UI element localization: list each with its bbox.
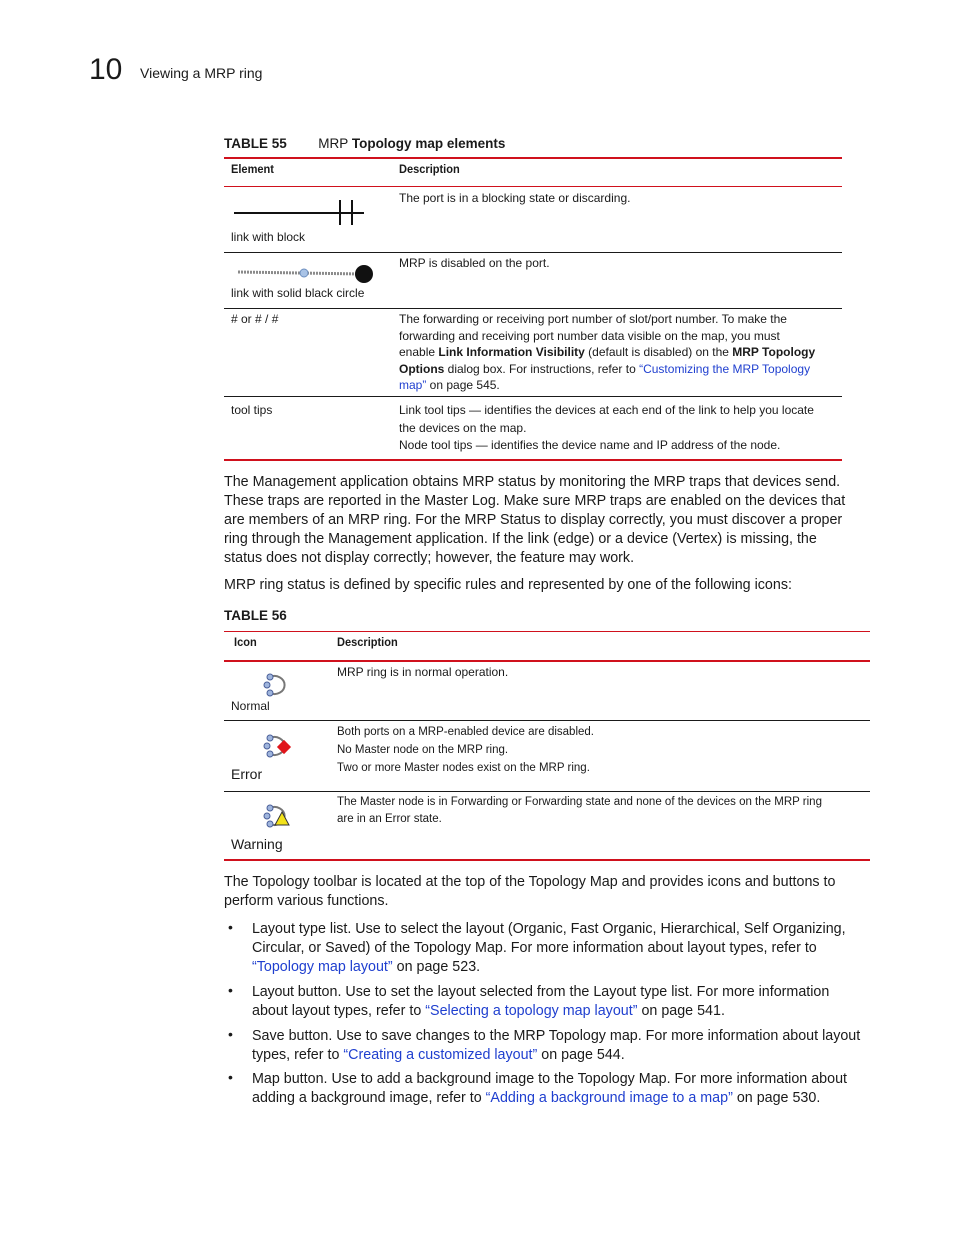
ui-term: MRP Topology: [732, 345, 816, 359]
text: button. Use to set the layout selected from the Layout type list. For more information: [293, 984, 830, 1000]
body-paragraph: MRP ring status is defined by specific rules and represented by one of the following icons:: [224, 577, 792, 593]
table55-header-element: Element: [231, 162, 274, 176]
table56-row-divider: [224, 720, 870, 721]
description-line: Node tool tips — identifies the device name and IP address of the node.: [399, 438, 781, 452]
bullet-item-map-button: [252, 1070, 877, 1108]
cross-reference-link[interactable]: “Selecting a topology map layout”: [425, 1003, 638, 1019]
table55-row1-description: The port is in a blocking state or discarding.: [399, 191, 631, 205]
bullet-line: [252, 1002, 877, 1021]
bullet-icon: •: [228, 982, 233, 998]
bullet-item-layout-button: [252, 983, 877, 1021]
table56-icon-label-error: Error: [231, 766, 263, 782]
table55-header-rule: [224, 186, 842, 187]
table56-header-icon: Icon: [234, 635, 257, 649]
ui-term: Layout: [252, 984, 294, 1000]
description-line: Two or more Master nodes exist on the MRP ring.: [337, 762, 590, 774]
table55-row4-description: [399, 402, 839, 455]
table55-label: TABLE 55: [224, 136, 287, 151]
link-with-solid-black-circle-icon: [236, 262, 376, 286]
table56-header-rule: [224, 660, 870, 662]
description-line: The forwarding or receiving port number of slot/port number. To make the: [399, 312, 787, 326]
table56-header-description: Description: [337, 635, 398, 649]
text: button. Use to save changes to the MRP Topology map. For more information about layout: [284, 1028, 861, 1044]
cross-reference-link[interactable]: map”: [399, 378, 427, 392]
body-paragraph: [224, 473, 874, 568]
table56-icon-label-warning: Warning: [231, 836, 283, 852]
bullet-line: [252, 958, 877, 977]
paragraph-line: ring through the Management application. If the link (edge) or a device (Vertex) is missing, the: [224, 531, 817, 547]
table55-row-divider: [224, 308, 842, 309]
ring-error-icon: [262, 733, 294, 759]
table55-row1-element: link with block: [231, 230, 306, 244]
table56-icon-label-normal: Normal: [231, 699, 270, 713]
table56-row3-description: [337, 794, 867, 827]
table55-row2-description: MRP is disabled on the port.: [399, 256, 550, 270]
table55-top-rule: [224, 157, 842, 159]
chapter-number: 10: [89, 53, 123, 86]
text: on page 530.: [732, 1090, 821, 1106]
bullet-line: Circular, or Saved) of the Topology Map. For more information about layout types, refer to: [252, 940, 817, 956]
ring-warning-icon: [262, 803, 294, 829]
table55-row3-description: [399, 311, 839, 394]
table55-header-description: Description: [399, 162, 460, 176]
chapter-title: Viewing a MRP ring: [140, 65, 263, 81]
table55-caption: [224, 136, 505, 151]
paragraph-line: The Topology toolbar is located at the top of the Topology Map and provides icons and buttons to: [224, 874, 836, 890]
table56-row2-description: [337, 723, 594, 777]
table55-row-divider: [224, 396, 842, 397]
text: about layout types, refer to: [252, 1003, 426, 1019]
bullet-line: Layout type list. Use to select the layout (Organic, Fast Organic, Hierarchical, Self Organizing,: [252, 921, 846, 937]
bullet-icon: •: [228, 1069, 233, 1085]
text: on page 544.: [537, 1047, 625, 1063]
description-line: forwarding and receiving port number data visible on the map, you must: [399, 328, 780, 343]
bullet-icon: •: [228, 919, 233, 935]
description-line: are in an Error state.: [337, 812, 442, 825]
bullet-line: [252, 1046, 877, 1065]
description-line: Both ports on a MRP-enabled device are disabled.: [337, 726, 594, 738]
table55-row3-element: # or # / #: [231, 312, 279, 326]
table55-caption-prefix: MRP: [318, 136, 349, 151]
description-line: [399, 377, 839, 394]
text: on page 523.: [392, 959, 481, 975]
table56-top-rule: [224, 631, 870, 632]
link-with-block-icon: [232, 196, 367, 228]
table55-bottom-rule: [224, 459, 842, 461]
cross-reference-link[interactable]: “Adding a background image to a map”: [485, 1090, 733, 1106]
ui-term: Link Information Visibility: [438, 345, 585, 359]
ui-term: Save: [252, 1028, 285, 1044]
text: adding a background image, refer to: [252, 1090, 486, 1106]
table55-caption-text: Topology map elements: [351, 136, 506, 151]
paragraph-line: perform various functions.: [224, 893, 389, 909]
text: on page 545.: [426, 378, 500, 392]
cross-reference-link[interactable]: “Creating a customized layout”: [343, 1047, 538, 1063]
cross-reference-link[interactable]: “Customizing the MRP Topology: [639, 361, 811, 376]
body-paragraph: [224, 873, 874, 911]
text: button. Use to add a background image to the Topology Map. For more information about: [279, 1071, 847, 1087]
table56-row1-description: MRP ring is in normal operation.: [337, 665, 509, 679]
bullet-item-save-button: [252, 1027, 877, 1065]
ui-term: Options: [399, 361, 445, 376]
text: enable: [399, 345, 439, 359]
bullet-line: [252, 1027, 877, 1046]
paragraph-line: These traps are reported in the Master Log. Make sure MRP traps are enabled on the devices that: [224, 493, 846, 509]
description-line: [399, 344, 839, 361]
text: on page 541.: [637, 1003, 725, 1019]
description-line: No Master node on the MRP ring.: [337, 744, 509, 756]
bullet-icon: •: [228, 1026, 233, 1042]
description-line: [399, 361, 839, 378]
description-line: The Master node is in Forwarding or Forwarding state and none of the devices on the MRP ring: [337, 796, 822, 808]
bullet-item-layout-type-list: [252, 920, 877, 977]
table55-row-divider: [224, 252, 842, 253]
description-line: the devices on the map.: [399, 420, 527, 435]
bullet-line: [252, 1089, 877, 1108]
ring-normal-icon: [262, 672, 292, 698]
text: dialog box. For instructions, refer to: [444, 361, 640, 376]
paragraph-line: The Management application obtains MRP status by monitoring the MRP traps that devices send.: [224, 474, 841, 490]
table56-row-divider: [224, 791, 870, 792]
table55-row2-element: link with solid black circle: [231, 286, 365, 300]
text: (default is disabled) on the: [584, 345, 733, 359]
text: types, refer to: [252, 1047, 344, 1063]
paragraph-line: status does not display correctly; however, the feature may work.: [224, 550, 635, 566]
table56-bottom-rule: [224, 859, 870, 861]
table55-row4-element: tool tips: [231, 403, 273, 417]
paragraph-line: are members of an MRP ring. For the MRP Status to display correctly, you must discover a proper: [224, 512, 843, 528]
bullet-line: [252, 983, 877, 1002]
cross-reference-link[interactable]: “Topology map layout”: [252, 959, 393, 975]
table56-label: TABLE 56: [224, 608, 287, 623]
bullet-line: [252, 1070, 877, 1089]
ui-term: Map: [252, 1071, 280, 1087]
description-line: Link tool tips — identifies the devices at each end of the link to help you locate: [399, 403, 814, 417]
